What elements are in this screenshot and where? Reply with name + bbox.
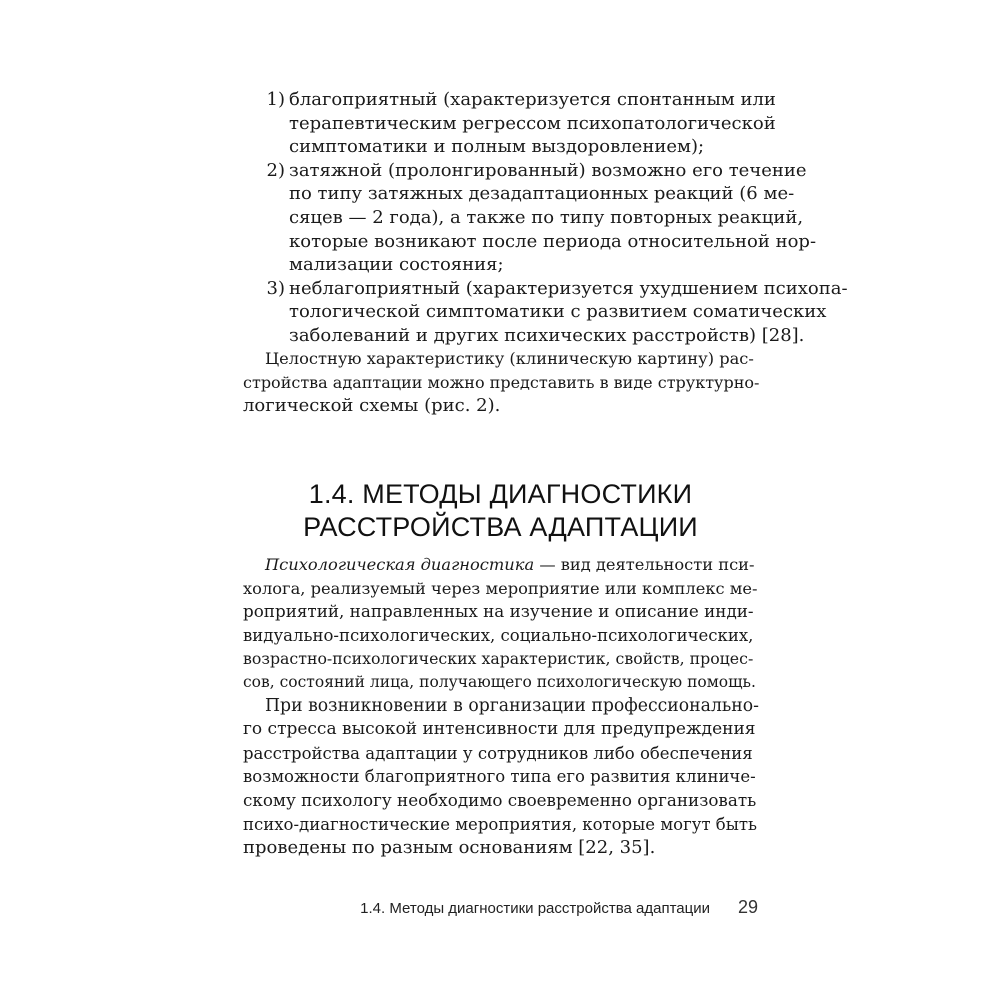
text-line: благоприятный (характеризуется спонтанным или — [289, 89, 776, 110]
summary-paragraph — [243, 347, 758, 418]
list-number: 3) — [266, 277, 285, 299]
text-line: Целостную характеристику (клиническую картину) рас- — [265, 349, 754, 368]
text-line — [243, 553, 758, 577]
text-line: заболеваний и других психических расстройств) [28]. — [289, 324, 805, 346]
section-heading — [243, 478, 758, 544]
section-body — [243, 553, 758, 860]
list-number: 2) — [266, 159, 285, 181]
heading-line: РАССТРОЙСТВА АДАПТАЦИИ — [303, 512, 698, 542]
page-number: 29 — [737, 897, 758, 917]
text-line: видуально-психологических, социально-психологических, — [243, 625, 754, 645]
text-fragment: — вид деятельности пси- — [534, 555, 755, 574]
text-line: сов, состояний лица, получающего психологическую помощь. — [243, 672, 756, 691]
text-line: проведены по разным основаниям [22, 35]. — [243, 837, 656, 859]
text-line: холога, реализуемый через мероприятие или комплекс ме- — [243, 578, 758, 598]
text-line: симптоматики и полным выздоровлением); — [289, 136, 705, 158]
text-line: затяжной (пролонгированный) возможно его течение — [289, 159, 807, 181]
text-line: стройства адаптации можно представить в виде структурно- — [243, 372, 760, 392]
text-line: логической схемы (рис. 2). — [243, 395, 501, 417]
text-line: возможности благоприятного типа его развития клиниче- — [243, 767, 756, 787]
running-head: 1.4. Методы диагностики расстройства адаптации — [360, 900, 710, 917]
text-line: по типу затяжных дезадаптационных реакций (6 ме- — [289, 183, 795, 205]
heading-line: 1.4. МЕТОДЫ ДИАГНОСТИКИ — [308, 479, 693, 509]
text-line: тологической симптоматики с развитием соматических — [289, 301, 827, 323]
text-line: При возникновении в организации профессионально- — [265, 695, 760, 716]
text-line: скому психологу необходимо своевременно организовать — [243, 789, 757, 810]
text-line: расстройства адаптации у сотрудников либо обеспечения — [243, 743, 753, 763]
text-line: мализации состояния; — [289, 254, 504, 276]
text-line: возрастно-психологических характеристик, свойств, процес- — [243, 649, 754, 669]
text-line: которые возникают после периода относительной нор- — [289, 230, 817, 252]
text-line: сяцев — 2 года), а также по типу повторных реакций, — [289, 206, 804, 228]
outcome-list — [243, 88, 848, 348]
text-line: роприятий, направленных на изучение и описание инди- — [243, 601, 754, 622]
list-item — [243, 277, 848, 348]
page-footer — [243, 897, 758, 921]
list-item — [243, 88, 776, 159]
text-line: го стресса высокой интенсивности для предупреждения — [243, 719, 756, 740]
text-line: неблагоприятный (характеризуется ухудшением психопа- — [289, 277, 848, 299]
defined-term: Психологическая диагностика — [265, 555, 535, 574]
text-line: психо-диагностические мероприятия, которые могут быть — [243, 814, 757, 834]
list-item — [243, 159, 817, 277]
list-number: 1) — [266, 89, 285, 110]
text-line: терапевтическим регрессом психопатологической — [289, 112, 776, 134]
